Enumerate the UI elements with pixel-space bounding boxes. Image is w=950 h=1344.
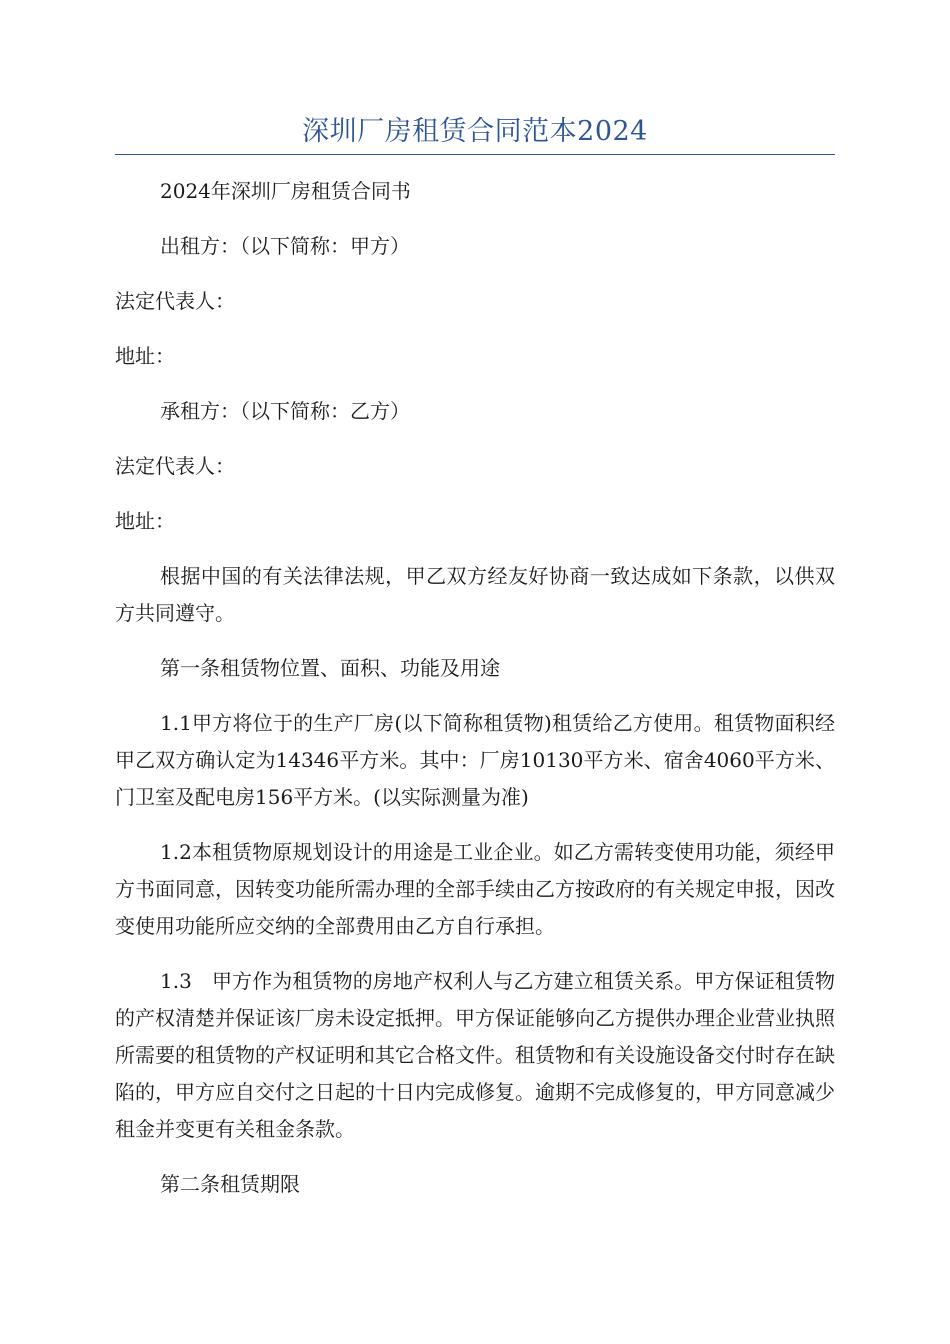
lessor-representative: 法定代表人： (115, 289, 235, 313)
lessee-address: 地址： (115, 509, 175, 533)
article-two-heading: 第二条租赁期限 (160, 1172, 300, 1196)
lessor-address: 地址： (115, 344, 175, 368)
preamble-paragraph: 根据中国的有关法律法规，甲乙双方经友好协商一致达成如下条款，以供双方共同遵守。 (115, 564, 835, 625)
lessee-representative: 法定代表人： (115, 454, 235, 478)
clause-1-2: 1.2本租赁物原规划设计的用途是工业企业。如乙方需转变使用功能，须经甲方书面同意，因转变功能所需办理的全部手续由乙方按政府的有关规定申报，因改变使用功能所应交纳的全部费用由乙方自行承担。 (115, 840, 835, 938)
clause-1-3: 1.3 甲方作为租赁物的房地产权利人与乙方建立租赁关系。甲方保证租赁物的产权清楚并保证该厂房未设定抵押。甲方保证能够向乙方提供办理企业营业执照所需要的租赁物的产权证明和其它合格文件。租赁物和有关设施设备交付时存在缺陷的，甲方应自交付之日起的十日内完成修复。逾期不完成修复的，甲方同意减少租金并变更有关租金条款。 (115, 969, 835, 1141)
document-body (115, 173, 835, 1221)
title-underline (115, 154, 835, 155)
lessee-line: 承租方：（以下简称：乙方） (160, 399, 410, 423)
contract-heading: 2024年深圳厂房租赁合同书 (160, 179, 411, 203)
clause-1-1: 1.1甲方将位于的生产厂房(以下简称租赁物)租赁给乙方使用。租赁物面积经甲乙双方确认定为14346平方米。其中：厂房10130平方米、宿舍4060平方米、门卫室及配电房156平方米。(以实际测量为准) (115, 711, 835, 809)
lessor-line: 出租方：（以下简称：甲方） (160, 234, 410, 258)
article-one-heading: 第一条租赁物位置、面积、功能及用途 (160, 656, 500, 680)
document-title: 深圳厂房租赁合同范本2024 (302, 116, 648, 147)
